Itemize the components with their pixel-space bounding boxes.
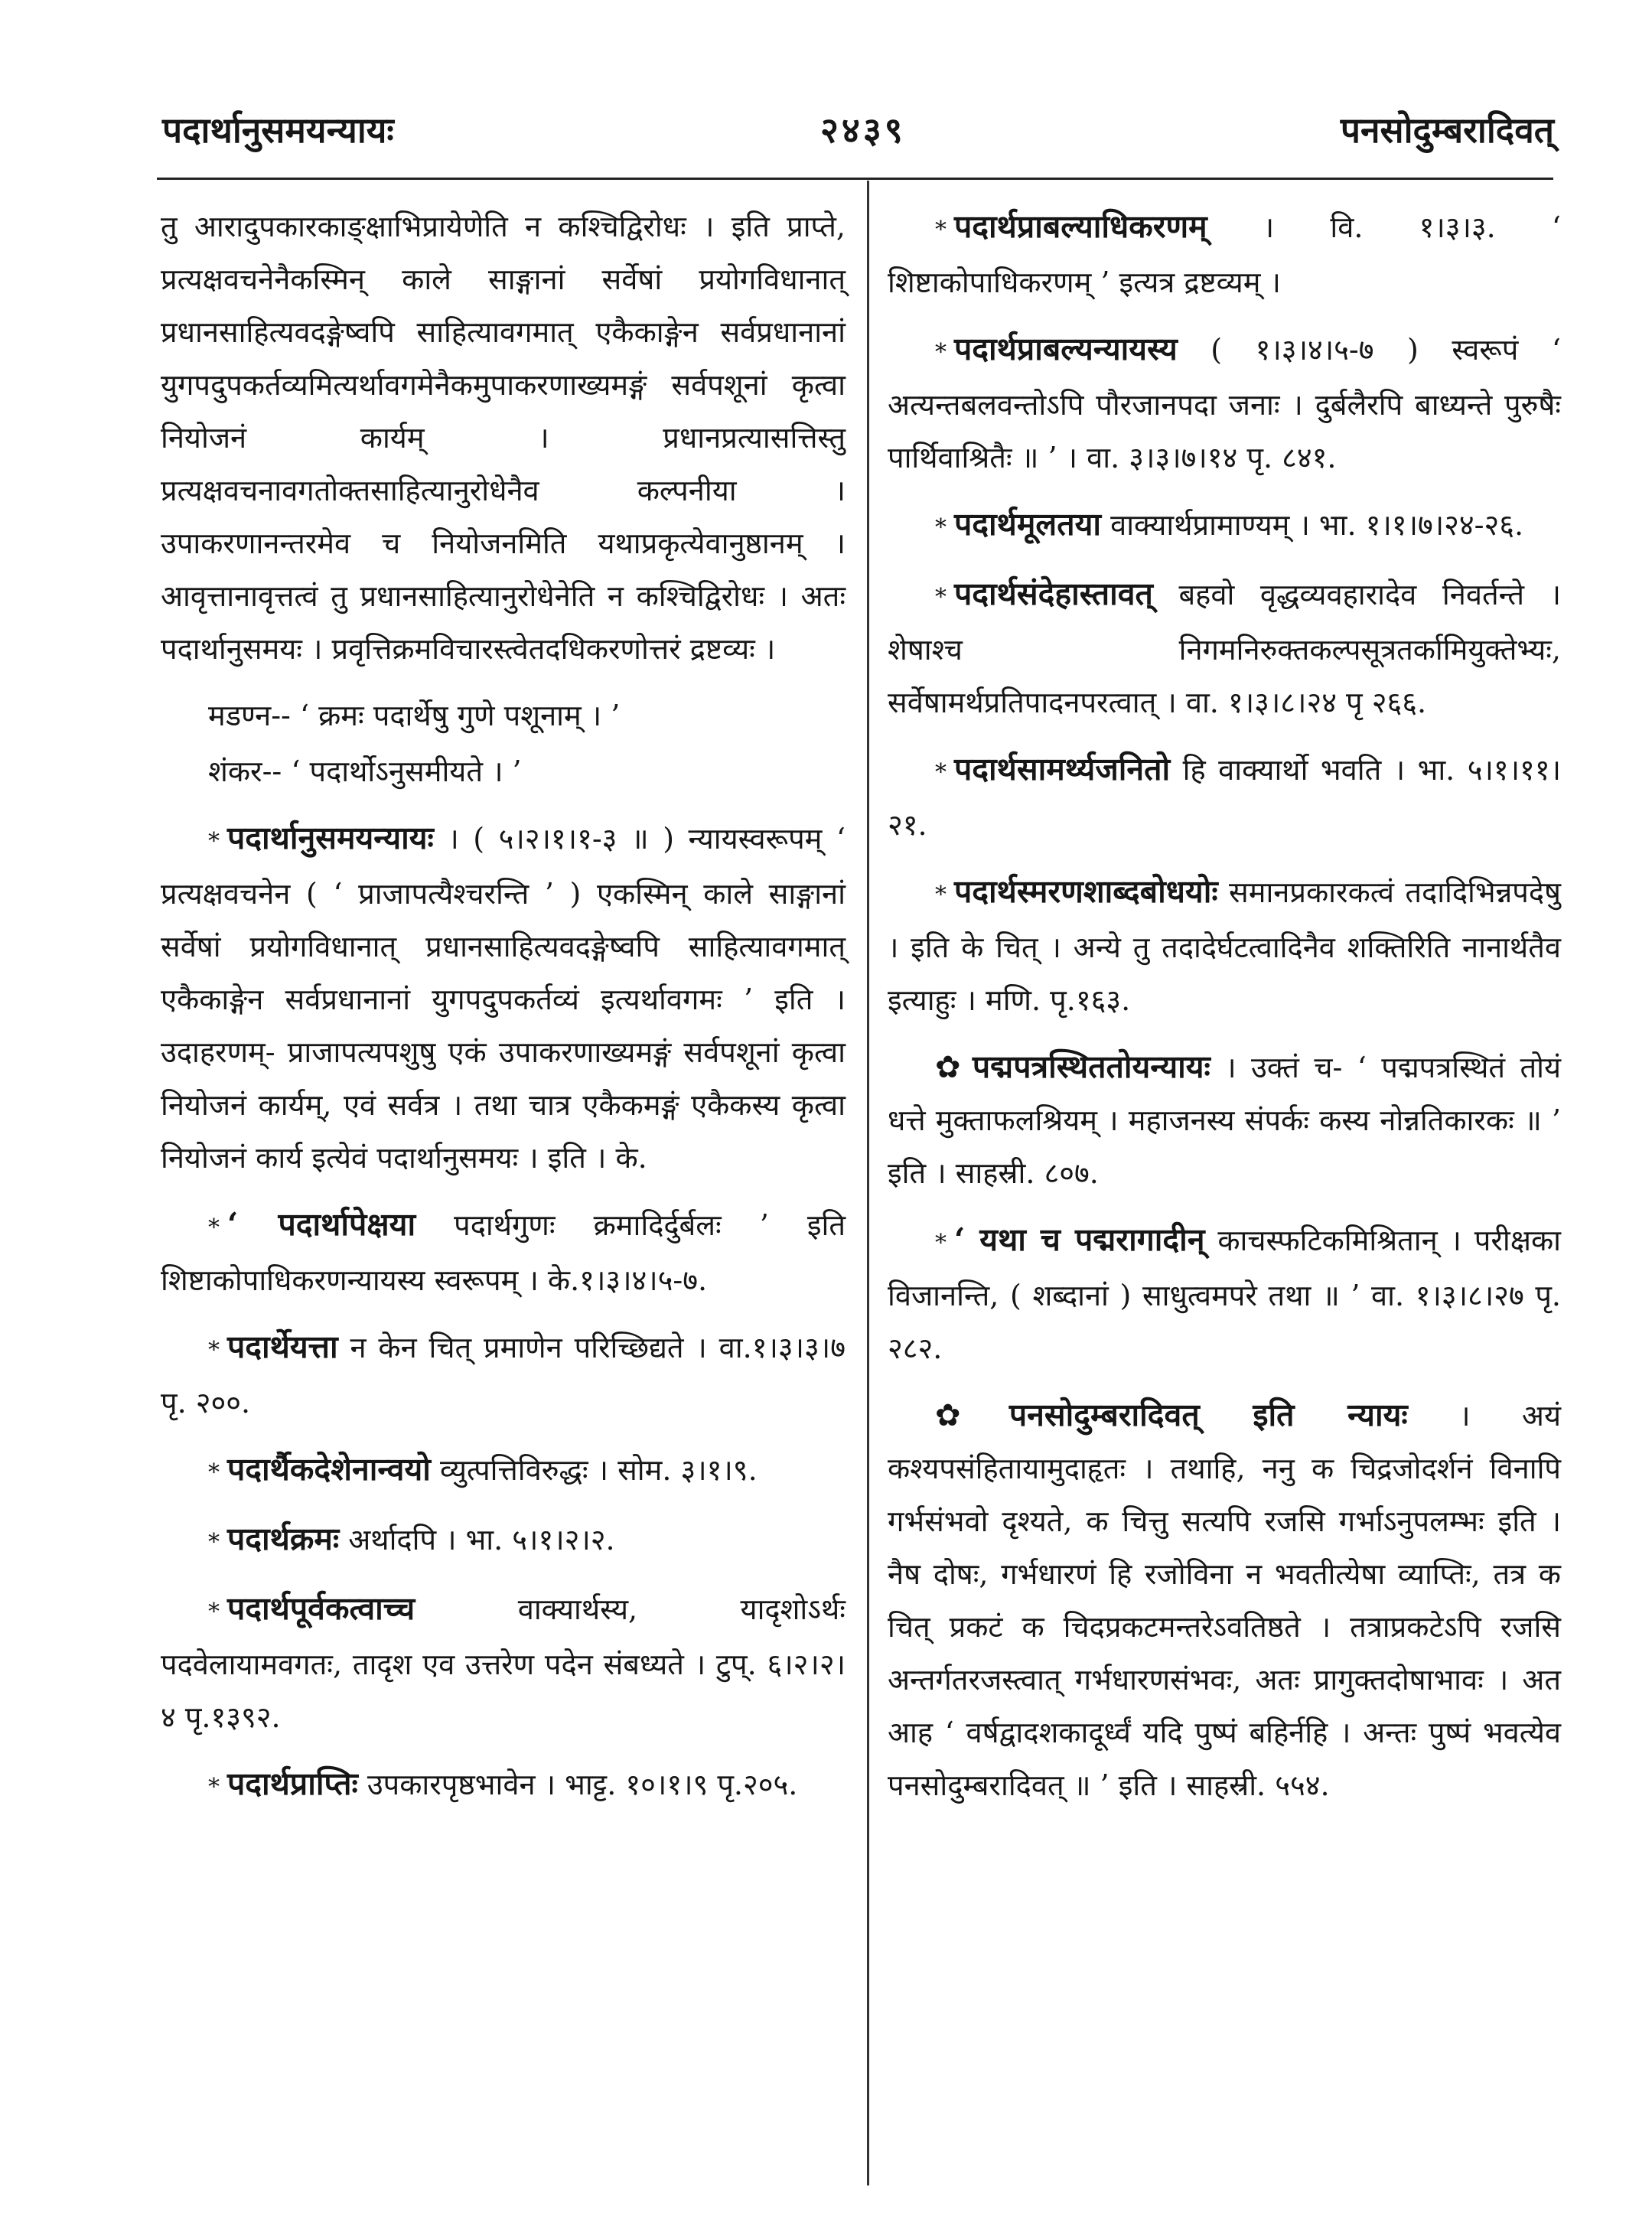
entry-headword: पदार्थस्मरणशाब्दबोधयोः: [954, 873, 1218, 910]
star-icon: *: [935, 584, 947, 611]
entry: [161, 1583, 846, 1744]
entry-text: हि वाक्यार्थो भवति । भा. ५।१।११।२१.: [888, 753, 1561, 842]
entry: [161, 1321, 846, 1429]
entry: [888, 743, 1561, 852]
entry-text: । ( ५।२।१।१-३ ॥ ) न्यायस्वरूपम् ‘ प्रत्यक्षवचनेन ( ‘ प्राजापत्यैश्चरन्ति ’ ) एकस्मिन् काले साङ्गानां सर्वेषां प्रयोगविधानात् प्रधानसाहित्यवदङ्गेष्वपि साहित्यावगमात् एकैकाङ्गेन सर्वप्रधानानां युगपदुपकर्तव्यं इत्यर्थावगमः ’ इति । उदाहरणम्- प्राजापत्यपशुषु एकं उपाकरणाख्यमङ्गं सर्वपशूनां कृत्वा नियोजनं कार्यम्, एवं सर्वत्र । तथा चात्र एकैकमङ्गं एकैकस्य कृत्वा नियोजनं कार्य इत्येवं पदार्थानुसमयः । इति । के.: [161, 822, 846, 1175]
running-head-right: पनसोदुम्बरादिवत्: [1340, 109, 1554, 151]
quote-line: [161, 745, 846, 798]
entry: [888, 200, 1561, 309]
star-icon: *: [935, 882, 947, 908]
page-number: २४३९: [820, 109, 906, 151]
entry-headword: पनसोदुम्बरादिवत् इति न्यायः: [1008, 1397, 1408, 1433]
entry-text: । उक्तं च- ‘ पद्मपत्रस्थितं तोयं धत्ते मुक्ताफलश्रियम् । महाजनस्य संपर्कः कस्य नोन्नतिकारकः ॥ ’ इति । साहस्री. ८०७.: [888, 1051, 1562, 1190]
star-icon: *: [935, 759, 947, 786]
column-divider: [867, 181, 869, 2186]
entry-text: तु आरादुपकारकाङ्क्षाभिप्रायेणेति न कश्चिद्विरोधः । इति प्राप्ते, प्रत्यक्षवचनेनैकस्मिन् काले साङ्गानां सर्वेषां प्रयोगविधानात् प्रधानसाहित्यवदङ्गेष्वपि साहित्यावगमात् एकैकाङ्गेन सर्वप्रधानानां युगपदुपकर्तव्यमित्यर्थावगमेनैकमुपाकरणाख्यमङ्गं सर्वपशूनां कृत्वा नियोजनं कार्यम् । प्रधानप्रत्यासत्तिस्तु प्रत्यक्षवचनावगतोक्तसाहित्यानुरोधेनैव कल्पनीया । उपाकरणानन्तरमेव च नियोजनमिति यथाप्रकृत्येवानुष्ठानम् । आवृत्तानावृत्तत्वं तु प्रधानसाहित्यानुरोधेनेति न कश्चिद्विरोधः । अतः पदार्थानुसमयः । प्रवृत्तिक्रमविचारस्त्वेतदधिकरणोत्तरं द्रष्टव्यः ।: [161, 210, 846, 666]
entry-continuation: [161, 200, 846, 676]
entry-text: वाक्यार्थप्रामाण्यम् । भा. १।१।७।२४-२६.: [1110, 508, 1524, 542]
entry-text: उपकारपृष्ठभावेन । भाट्ट. १०।१।९ पृ.२०५.: [367, 1768, 798, 1801]
entry: [161, 1513, 846, 1569]
header-rule: [157, 178, 1553, 180]
entry: [888, 568, 1561, 729]
entry: [161, 1443, 846, 1499]
entry: [888, 865, 1561, 1027]
star-icon: *: [935, 514, 947, 541]
entry: [888, 1041, 1561, 1200]
entry: [888, 498, 1561, 554]
entry-headword: पदार्थप्राप्तिः: [227, 1765, 358, 1802]
star-icon: *: [208, 1599, 220, 1625]
star-icon: *: [208, 828, 220, 855]
knot-icon: ✿: [935, 1050, 966, 1085]
entry-text: पदार्थगुणः क्रमादिर्दुर्बलः ’ इति शिष्टाकोपाधिकरणन्यायस्य स्वरूपम् । के.१।३।४।५-७.: [161, 1208, 846, 1297]
entry-text: । वि. १।३।३. ‘ शिष्टाकोपाधिकरणम् ’ इत्यत्र द्रष्टव्यम् ।: [888, 210, 1561, 299]
knot-icon: ✿: [935, 1398, 1003, 1433]
entry-headword: पदार्थानुसमयन्यायः: [227, 820, 434, 856]
entry-headword: पदार्थैकदेशेनान्वयो: [227, 1451, 431, 1488]
star-icon: *: [935, 217, 947, 243]
entry-headword: ‘ यथा च पद्मरागादीन्: [954, 1221, 1205, 1258]
left-column: [161, 200, 846, 1827]
entry-headword: पदार्थप्राबल्याधिकरणम्: [954, 208, 1207, 245]
star-icon: *: [208, 1774, 220, 1801]
entry: [161, 1758, 846, 1814]
entry: [888, 323, 1561, 484]
quote-line: [161, 689, 846, 742]
entry-text: व्युत्पत्तिविरुद्धः । सोम. ३।१।९.: [439, 1453, 758, 1487]
entry-headword: पदार्थमूलतया: [954, 506, 1101, 543]
entry-text: न केन चित् प्रमाणेन परिच्छिद्यते । वा.१।३।३।७ पृ. २००.: [161, 1331, 846, 1420]
star-icon: *: [208, 1459, 220, 1486]
entry-headword: पदार्थपूर्वकत्वाच्च: [227, 1590, 415, 1627]
entry-text: । अयं कश्यपसंहितायामुदाहृतः । तथाहि, ननु क चिद्रजोदर्शनं विनापि गर्भसंभवो दृश्यते, क चित्तु सत्यपि रजसि गर्भाऽनुपलम्भः इति । नैष दोषः, गर्भधारणं हि रजोविना न भवतीत्येषा व्याप्तिः, तत्र क चित् प्रकटं क चिदप्रकटमन्तरेऽवतिष्ठते । तत्राप्रकटेऽपि रजसि अन्तर्गतरजस्त्वात् गर्भधारणसंभवः, अतः प्रागुक्तदोषाभावः । अत आह ‘ वर्षद्वादशकादूर्ध्वं यदि पुष्पं बहिर्नहि । अन्तः पुष्पं भवत्येव पनसोदुम्बरादिवत् ॥ ’ इति । साहस्री. ५५४.: [888, 1399, 1561, 1802]
entry: [161, 1198, 846, 1307]
entry-text: वाक्यार्थस्य, यादृशोऽर्थः पदवेलायामवगतः, तादृश एव उत्तरेण पदेन संबध्यते । टुप्. ६।२।२।४ पृ.१३९२.: [161, 1592, 846, 1734]
entry-text: अर्थादपि । भा. ५।१।२।२.: [348, 1523, 615, 1556]
entry-headword: पदार्थप्राबल्यन्यायस्य: [954, 331, 1178, 367]
entry-headword: पदार्थसामर्थ्यजनितो: [954, 751, 1171, 787]
entry-headword: पद्मपत्रस्थिततोयन्यायः: [972, 1048, 1210, 1085]
quote-text: मडण्न-- ‘ क्रमः पदार्थेषु गुणे पशूनाम् । ’: [208, 699, 621, 732]
entry: [161, 812, 846, 1185]
entry: [888, 1214, 1561, 1375]
entry-text: समानप्रकारकत्वं तदादिभिन्नपदेषु । इति के चित् । अन्ये तु तदादेर्घटत्वादिनैव शक्तिरिति नानार्थतैव इत्याहुः । मणि. पृ.१६३.: [888, 875, 1561, 1017]
entry-text: काचस्फटिकमिश्रितान् । परीक्षका विजानन्ति, ( शब्दानां ) साधुत्वमपरे तथा ॥ ’ वा. १।३।८।२७ पृ. २८२.: [888, 1224, 1561, 1365]
entry: [888, 1389, 1561, 1812]
star-icon: *: [208, 1214, 220, 1241]
star-icon: *: [935, 339, 947, 366]
entry-headword: ‘ पदार्थापेक्षया: [227, 1206, 416, 1243]
star-icon: *: [208, 1529, 220, 1556]
right-column: [888, 200, 1561, 1826]
star-icon: *: [935, 1230, 947, 1257]
star-icon: *: [208, 1337, 220, 1364]
entry-headword: पदार्थक्रमः: [227, 1521, 340, 1557]
entry-text: बहवो वृद्धव्यवहारादेव निवर्तन्ते । शेषाश्च निगमनिरुक्तकल्पसूत्रतर्कामियुक्तेभ्यः, सर्वेषामर्थप्रतिपादनपरत्वात् । वा. १।३।८।२४ पृ २६६.: [888, 578, 1561, 719]
quote-text: शंकर-- ‘ पदार्थोऽनुसमीयते । ’: [208, 755, 522, 788]
entry-headword: पदार्थेयत्ता: [227, 1328, 338, 1365]
entry-headword: पदार्थसंदेहास्तावत्: [954, 575, 1153, 612]
running-head-left: पदार्थानुसमयन्यायः: [162, 109, 394, 151]
page-header: [162, 106, 1554, 167]
entry-text: ( १।३।४।५-७ ) स्वरूपं ‘ अत्यन्तबलवन्तोऽपि पौरजानपदा जनाः । दुर्बलैरपि बाध्यन्ते पुरुषैः पार्थिवाश्रितैः ॥ ’ । वा. ३।३।७।१४ पृ. ८४१.: [888, 333, 1561, 474]
